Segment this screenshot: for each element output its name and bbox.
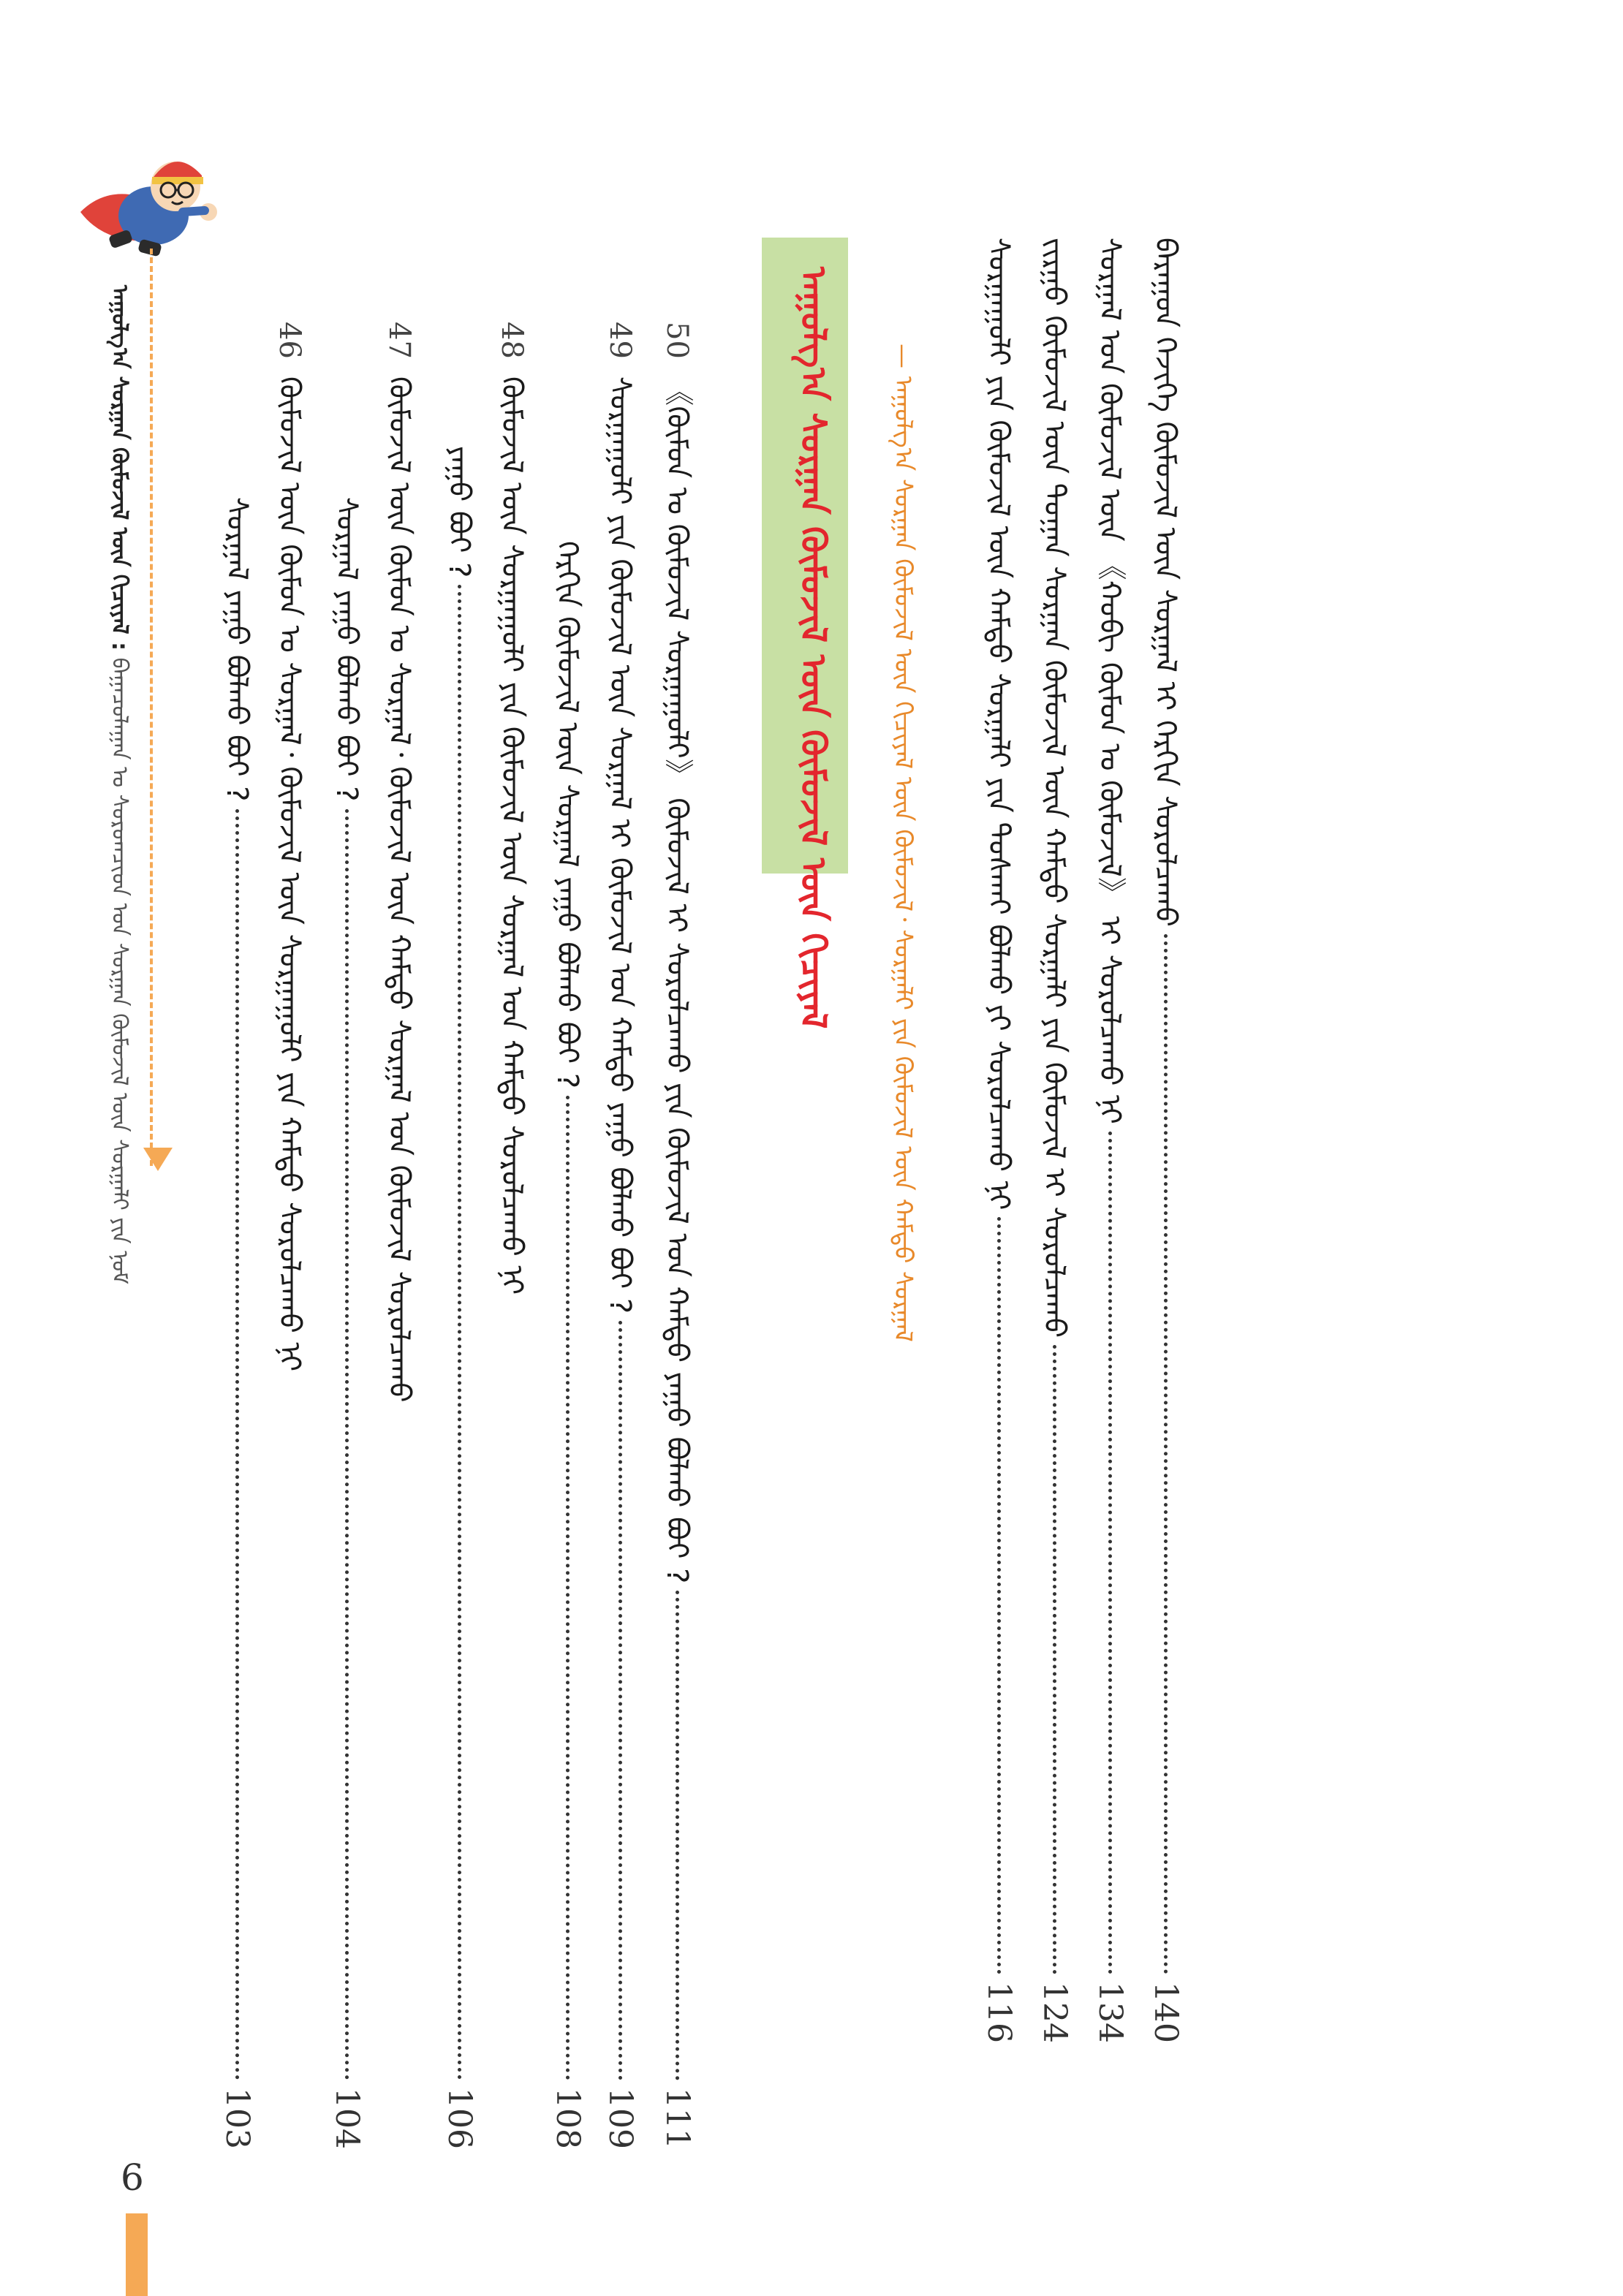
leader-dots [345, 809, 349, 2081]
entry-title: ᠪᠠᠷᠠᠭᠤᠨ ᠭᠡᠵᠢᠭᠡ ᠬᠦᠮᠦᠵᠢᠯ ᠦᠨ ᠰᠤᠷᠭᠠᠯ ᠢ ᠬᠡᠷᠬᠢᠨ ᠰᠤᠷᠤᠯᠴᠠᠬᠤ [1149, 238, 1182, 927]
entry-page: 124 [1036, 1982, 1073, 2043]
lesson-page: 109 [602, 2088, 639, 2149]
triangle-marker-icon [143, 1148, 173, 1171]
entry-title: ᠵᠢᠷᠭᠤ ᠬᠦᠮᠦᠵᠢᠯ ᠦᠨ ᠲᠣᠭᠠᠨ ᠰᠤᠷᠭᠠᠨ ᠬᠦᠮᠦᠵᠢᠯ ᠦᠨ ᠬᠠᠮᠲᠤ ᠰᠤᠷᠭᠠᠯᠢ ᠶᠢᠨ ᠬᠦᠮᠦᠵᠢᠯ ᠢ ᠰᠤᠷᠤᠯᠴᠠᠬᠤ [1037, 238, 1071, 1338]
flying-boy-mascot-icon [66, 132, 227, 278]
lesson-number: 49 [603, 322, 637, 359]
entry-page: 116 [980, 1982, 1018, 2043]
page-number: 6 [121, 2156, 144, 2199]
section-subtitle: — ᠠᠭᠤᠯᠭ᠎ᠠ ᠰᠤᠷᠭᠠᠨ ᠬᠦᠮᠦᠵᠢᠯ ᠦᠨ ᠬᠢᠴᠢᠶᠡᠯ ᠦᠨ ᠬᠦᠮᠦᠵᠢᠯ᠂ ᠰᠤᠷᠭᠠᠯᠢ ᠶᠢᠨ ᠬᠦᠮᠦᠵᠢᠯ ᠦᠨ ᠬᠠᠮᠲᠤ ᠰᠤᠷᠭᠠᠯ [888, 344, 918, 1342]
entry-title: ᠰᠤᠷᠭᠠᠯ ᠤᠨ ᠬᠦᠮᠦᠵᠢᠯ ᠦᠨ 《ᠬᠤᠪᠢ ᠬᠦᠮᠦᠨ ᠤ ᠬᠦᠮᠦᠵᠢᠯ》 ᠢ ᠰᠤᠷᠤᠯᠴᠠᠬᠤ ᠨᠢ [1093, 238, 1127, 1124]
toc-entry-top-2[interactable] [1092, 238, 1129, 2043]
section-title: ᠠᠭᠤᠯᠭ᠎ᠠ ᠰᠤᠷᠭᠠᠨ ᠬᠦᠮᠦᠵᠢᠯ ᠦᠨ ᠬᠦᠮᠦᠵᠢᠯ ᠦᠨ ᠬᠢᠴᠢᠶᠡᠯ [792, 267, 833, 1029]
lesson-page: 103 [219, 2088, 256, 2149]
leader-dots [1164, 934, 1168, 1974]
entry-title: ᠰᠤᠷᠭᠠᠭᠤᠯᠢ ᠶᠢᠨ ᠬᠦᠮᠦᠵᠢᠯ ᠦᠨ ᠬᠠᠮᠲᠤ ᠰᠤᠷᠭᠠᠯᠢ ᠶᠢᠨ ᠲᠤᠰᠬᠠᠶ ᠪᠣᠯᠬᠤ ᠶᠢ ᠰᠤᠷᠤᠯᠴᠠᠬᠤ ᠨᠢ [982, 238, 1015, 1210]
leader-dots [997, 1217, 1001, 1974]
lesson-number: 50 [660, 322, 694, 359]
lesson-title-cont: ᠬᠡᠷᠬᠢᠨ ᠬᠦᠮᠦᠵᠢᠯ ᠦᠨ ᠰᠤᠷᠭᠠᠯ ᠶᠠᠭᠤ ᠪᠣᠯᠬᠤ ᠪᠤᠢ ? [551, 541, 584, 1089]
lesson-title: 《ᠬᠦᠮᠦᠨ ᠤ ᠬᠦᠮᠦᠵᠢᠯ ᠰᠤᠷᠭᠠᠭᠤᠯᠢ》 ᠬᠦᠮᠦᠵᠢᠯ ᠢ ᠰᠤᠷᠤᠯᠴᠠᠬᠤ ᠶᠢᠨ ᠬᠦᠮᠦᠵᠢᠯ ᠤᠨ ᠬᠠᠮᠲᠤ ᠶᠠᠭᠤ ᠪᠣᠯᠬᠤ ᠪᠤᠢ ? [660, 376, 694, 1584]
toc-entry-top-1[interactable] [1147, 238, 1184, 2043]
side-accent-bar [126, 2213, 148, 2296]
toc-entry-lesson-47[interactable] [382, 322, 416, 1637]
toc-entry-lesson-50[interactable] [659, 322, 696, 2149]
leader-dots [1108, 1132, 1112, 1974]
leader-dots [618, 1321, 622, 2080]
lesson-page: 111 [659, 2088, 696, 2149]
toc-entry-lesson-49[interactable] [602, 322, 639, 2149]
toc-entry-lesson-48[interactable] [495, 322, 529, 1637]
toc-entry-lesson-48-cont [441, 446, 478, 2149]
leader-dots [1053, 1345, 1056, 1974]
leader-dots [458, 585, 461, 2080]
lesson-title: ᠬᠦᠮᠦᠵᠢᠯ ᠦᠨ ᠬᠦᠮᠦᠨ ᠤ ᠰᠤᠷᠭᠠᠯ᠂ ᠬᠦᠮᠦᠵᠢᠯ ᠦᠨ ᠬᠠᠮᠲᠤ ᠰᠤᠷᠭᠠᠯ ᠤᠨ ᠬᠦᠮᠦᠵᠢᠯ ᠰᠤᠷᠤᠯᠴᠠᠬᠤ [382, 376, 416, 1403]
toc-entry-top-4[interactable] [980, 238, 1018, 2043]
lesson-page: 104 [328, 2088, 366, 2149]
lesson-number: 47 [382, 322, 416, 359]
lesson-title-cont: ᠰᠤᠷᠭᠠᠯ ᠶᠠᠭᠤ ᠪᠣᠯᠬᠤ ᠪᠤᠢ ? [220, 497, 254, 802]
leader-dots [676, 1591, 679, 2080]
toc-entry-top-3[interactable] [1036, 238, 1073, 2043]
lesson-title: ᠬᠦᠮᠦᠵᠢᠯ ᠦᠨ ᠬᠦᠮᠦᠨ ᠤ ᠰᠤᠷᠭᠠᠯ᠂ ᠬᠦᠮᠦᠵᠢᠯ ᠦᠨ ᠰᠤᠷᠭᠠᠭᠤᠯᠢ ᠶᠢᠨ ᠬᠠᠮᠲᠤ ᠰᠤᠷᠤᠯᠴᠠᠬᠤ ᠨᠢ [273, 376, 306, 1372]
leader-dots [235, 809, 239, 2081]
entry-page: 134 [1092, 1982, 1129, 2043]
lesson-title-cont: ᠶᠠᠭᠤ ᠪᠤᠢ ? [442, 446, 476, 578]
lesson-page: 106 [441, 2088, 478, 2149]
lesson-number: 46 [273, 322, 306, 359]
running-header [100, 285, 139, 1284]
toc-entry-lesson-49-cont [549, 541, 586, 2149]
lesson-page: 108 [549, 2088, 586, 2149]
lesson-number: 48 [495, 322, 529, 359]
lesson-title: ᠰᠤᠷᠭᠠᠭᠤᠯᠢ ᠶᠢᠨ ᠬᠦᠮᠦᠵᠢᠯ ᠦᠨ ᠰᠤᠷᠭᠠᠯ ᠢ ᠬᠦᠮᠦᠵᠢᠯ ᠤᠨ ᠬᠠᠮᠲᠤ ᠶᠠᠭᠤ ᠪᠣᠯᠬᠤ ᠪᠤᠢ ? [603, 376, 637, 1314]
toc-entry-lesson-46[interactable] [275, 322, 304, 1637]
header-lead: ᠠᠭᠤᠯᠭ᠎ᠠ ᠰᠤᠷᠭᠠᠨ ᠬᠦᠮᠦᠵᠢᠯ ᠦᠨ ᠬᠢᠴᠢᠶᠡᠯ : [107, 285, 132, 651]
header-dashed-line [150, 249, 153, 1166]
lesson-title: ᠬᠦᠮᠦᠵᠢᠯ ᠦᠨ ᠰᠤᠷᠭᠠᠭᠤᠯᠢ ᠶᠢᠨ ᠬᠦᠮᠦᠵᠢᠯ ᠦᠨ ᠰᠤᠷᠭᠠᠯ ᠤᠨ ᠬᠠᠮᠲᠤ ᠰᠤᠷᠤᠯᠴᠠᠬᠤ ᠨᠢ [495, 376, 529, 1295]
header-rest: ᠪᠠᠭᠠᠴᠤᠯᠠᠭᠠᠨ ᠤ ᠰᠤᠷᠤᠭᠴᠢᠳ ᠤᠨ ᠰᠤᠷᠭᠠᠨ ᠬᠦᠮᠦᠵᠢᠯ ᠦᠨ ᠰᠤᠷᠭᠠᠯᠢ ᠶᠢᠨ ᠨᠣᠮ [107, 657, 132, 1284]
entry-page: 140 [1147, 1982, 1184, 2043]
lesson-title-cont: ᠰᠤᠷᠭᠠᠯ ᠶᠠᠭᠤ ᠪᠣᠯᠬᠤ ᠪᠤᠢ ? [330, 497, 363, 802]
toc-entry-lesson-46-cont [219, 497, 256, 2149]
leader-dots [566, 1096, 570, 2080]
toc-entry-lesson-47-cont [328, 497, 366, 2149]
